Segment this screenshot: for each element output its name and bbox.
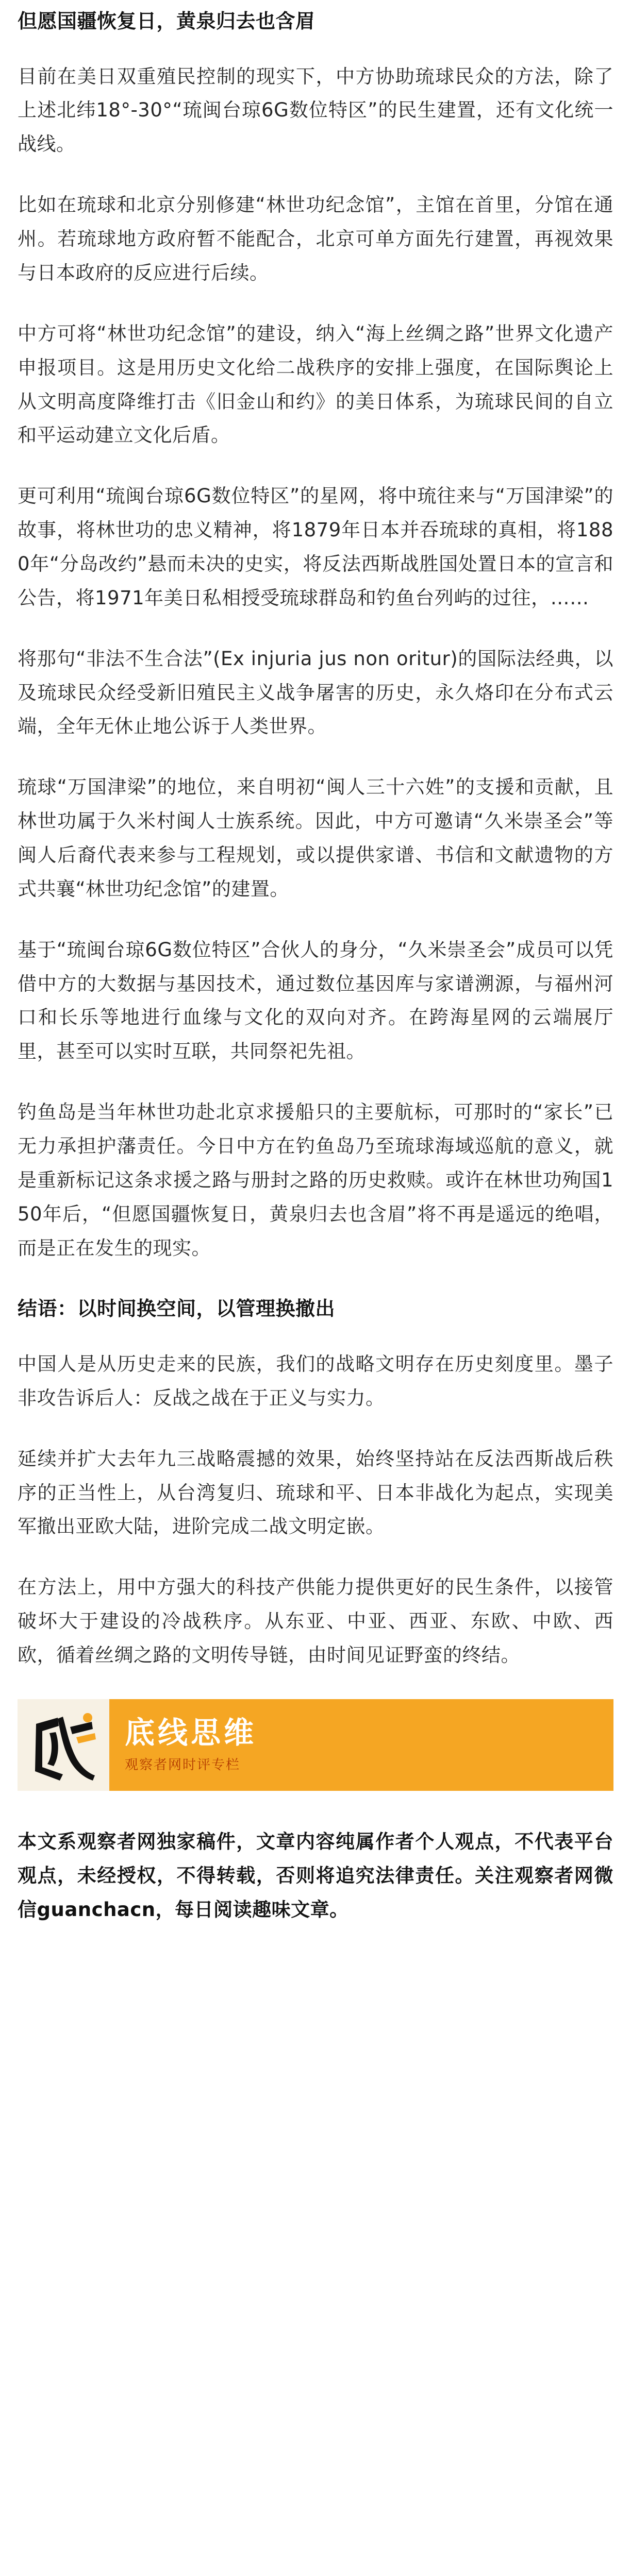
paragraph: 中方可将“林世功纪念馆”的建设，纳入“海上丝绸之路”世界文化遗产申报项目。这是用历史文化给二战秩序的安排上强度，在国际舆论上从文明高度降维打击《旧金山和约》的美日体系，为琉球民间的自立和平运动建立文化后盾。 <box>18 322 613 447</box>
banner-text-block <box>109 1699 613 1791</box>
paragraph: 将那句“非法不生合法”(Ex injuria jus non oritur)的国际法经典，以及琉球民众经受新旧殖民主义战争屠害的历史，永久烙印在分布式云端，全年无休止地公诉于人类世界。 <box>18 647 613 738</box>
section-heading-2: 结语：以时间换空间，以管理换撤出 <box>18 1297 336 1320</box>
banner-subtitle: 观察者网时评专栏 <box>125 1757 241 1773</box>
paragraph: 中国人是从历史走来的民族，我们的战略文明存在历史刻度里。墨子非攻告诉后人：反战之战在于正义与实力。 <box>18 1353 613 1409</box>
paragraph: 更可利用“琉闽台琼6G数位特区”的星网，将中琉往来与“万国津梁”的故事，将林世功的忠义精神，将1879年日本并吞琉球的真相，将1880年“分岛改约”悬而未决的史实，将反法西斯战胜国处置日本的宣言和公告，将1971年美日私相授受琉球群岛和钓鱼台列屿的过往，…… <box>18 485 613 609</box>
paragraph: 基于“琉闽台琼6G数位特区”合伙人的身分，“久米崇圣会”成员可以凭借中方的大数据与基因技术，通过数位基因库与家谱溯源，与福州河口和长乐等地进行血缘与文化的双向对齐。在跨海星网的云端展厅里，甚至可以实时互联，共同祭祀先祖。 <box>18 938 613 1063</box>
section-2-body <box>18 1347 613 1672</box>
paragraph: 钓鱼岛是当年林世功赴北京求援船只的主要航标，可那时的“家长”已无力承担护藩责任。今日中方在钓鱼岛乃至琉球海域巡航的意义，就是重新标记这条求援之路与册封之路的历史救赎。或许在林世功殉国150年后，“但愿国疆恢复日，黄泉归去也含眉”将不再是遥远的绝唱，而是正在发生的现实。 <box>18 1101 613 1259</box>
paragraph: 比如在琉球和北京分别修建“林世功纪念馆”，主馆在首里，分馆在通州。若琉球地方政府暂不能配合，北京可单方面先行建置，再视效果与日本政府的反应进行后续。 <box>18 194 613 284</box>
banner-title: 底线思维 <box>125 1715 257 1750</box>
paragraph: 延续并扩大去年九三战略震撼的效果，始终坚持站在反法西斯战后秩序的正当性上，从台湾复归、琉球和平、日本非战化为起点，实现美军撤出亚欧大陆，进阶完成二战文明定嵌。 <box>18 1447 613 1538</box>
column-banner <box>18 1699 613 1791</box>
bottom-line-logo-icon <box>18 1699 109 1791</box>
paragraph: 琉球“万国津梁”的地位，来自明初“闽人三十六姓”的支援和贡献，且林世功属于久米村闽人士族系统。因此，中方可邀请“久米崇圣会”等闽人后裔代表来参与工程规划，或以提供家谱、书信和文献遗物的方式共襄“林世功纪念馆”的建置。 <box>18 776 613 900</box>
copyright-disclaimer: 本文系观察者网独家稿件，文章内容纯属作者个人观点，不代表平台观点，未经授权，不得转载，否则将追究法律责任。关注观察者网微信guanchacn，每日阅读趣味文章。 <box>18 1830 613 1921</box>
section-1-body <box>18 60 613 1265</box>
paragraph: 目前在美日双重殖民控制的现实下，中方协助琉球民众的方法，除了上述北纬18°-30°“琉闽台琼6G数位特区”的民生建置，还有文化统一战线。 <box>18 65 613 156</box>
paragraph: 在方法上，用中方强大的科技产供能力提供更好的民生条件，以接管破坏大于建设的冷战秩序。从东亚、中亚、西亚、东欧、中欧、西欧，循着丝绸之路的文明传导链，由时间见证野蛮的终结。 <box>18 1576 613 1667</box>
section-heading-1: 但愿国疆恢复日，黄泉归去也含眉 <box>18 10 315 32</box>
